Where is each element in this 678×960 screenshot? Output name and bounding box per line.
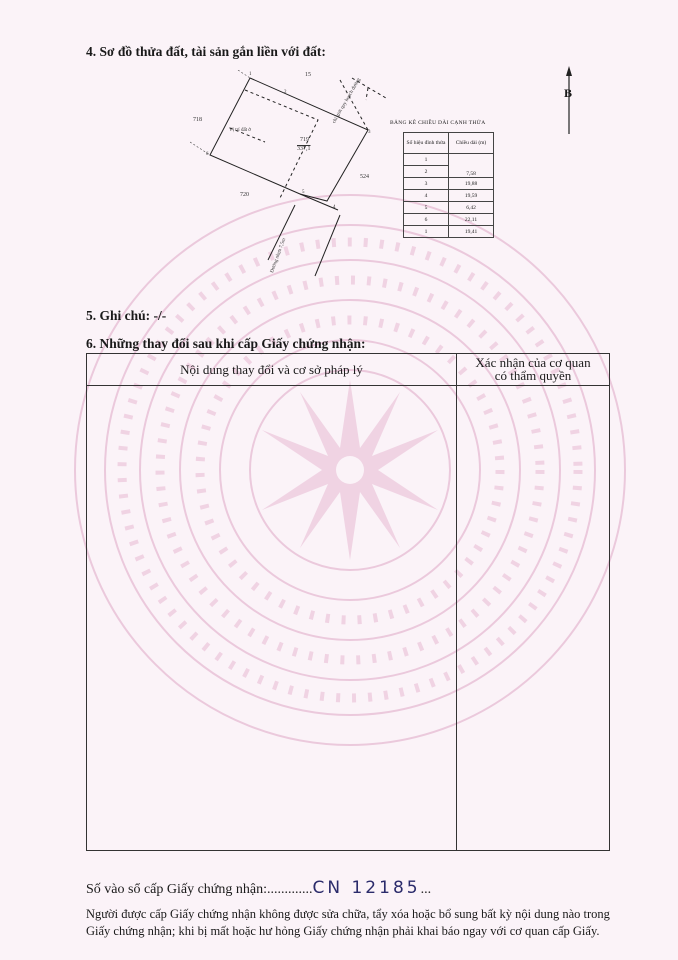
authority-header-line1: Xác nhận của cơ quan bbox=[475, 355, 591, 370]
table-cell-point: 1 bbox=[404, 154, 449, 166]
parcel-top-label: 15 bbox=[305, 72, 311, 78]
table-cell-point: 3 bbox=[404, 178, 449, 190]
vertex-1-label: 1 bbox=[249, 72, 252, 77]
north-arrow-icon bbox=[558, 66, 580, 136]
changes-authority-header bbox=[457, 356, 609, 382]
table-cell-length: 7,58 bbox=[449, 154, 494, 178]
length-table-title: BẢNG KÊ CHIỀU DÀI CẠNH THỬA bbox=[390, 120, 486, 126]
north-label: B bbox=[564, 86, 573, 100]
table-cell-length: 19,59 bbox=[449, 190, 494, 202]
length-table-col1: Số hiệu đỉnh thửa bbox=[404, 133, 449, 154]
road-label: Đường nhựa 7,5m bbox=[270, 237, 288, 274]
registration-dots: ............. bbox=[267, 882, 313, 897]
section-5-title: 5. Ghi chú: -/- bbox=[86, 308, 167, 323]
section-6-title: 6. Những thay đổi sau khi cấp Giấy chứng nhận: bbox=[86, 336, 366, 351]
residential-zone-label: Vị trí đất ở bbox=[229, 128, 251, 133]
parcel-720-label: 720 bbox=[240, 192, 249, 198]
certificate-note: Người được cấp Giấy chứng nhận không được sửa chữa, tẩy xóa hoặc bổ sung bất kỳ nội dung nào trong Giấy chứng nhận; khi bị mất hoặc hư hỏng Giấy chứng nhận phải khai báo ngay với cơ quan cấp Giấy. bbox=[86, 907, 610, 938]
vertex-3-label: 3 bbox=[368, 130, 371, 135]
section-4-title: 4. Sơ đồ thửa đất, tài sản gắn liền với đất: bbox=[86, 44, 326, 59]
table-cell-point: 4 bbox=[404, 190, 449, 202]
vertex-6-label: 6 bbox=[206, 152, 209, 157]
changes-content-header: Nội dung thay đổi và cơ sở pháp lý bbox=[180, 362, 363, 377]
registration-label: Số vào sổ cấp Giấy chứng nhận: bbox=[86, 882, 267, 897]
changes-table-header bbox=[87, 354, 609, 386]
vertex-4-label: 4 bbox=[333, 205, 336, 210]
parcel-719-label: 719 bbox=[300, 137, 309, 143]
registration-number: CN 12185 bbox=[312, 878, 421, 898]
table-cell-point: 5 bbox=[404, 202, 449, 214]
parcel-area-label: 337,1 bbox=[297, 146, 311, 152]
table-cell-point: 6 bbox=[404, 214, 449, 226]
length-table-col2: Chiều dài (m) bbox=[449, 133, 494, 154]
changes-table bbox=[86, 353, 610, 851]
table-cell-length: 6,42 bbox=[449, 202, 494, 214]
table-cell-length: 22,11 bbox=[449, 214, 494, 226]
vertex-2-label: 2 bbox=[284, 90, 287, 95]
table-cell-length: 19,41 bbox=[449, 226, 494, 238]
changes-content-column bbox=[87, 354, 457, 850]
parcel-524-label: 524 bbox=[360, 174, 369, 180]
table-cell-point: 2 bbox=[404, 166, 449, 178]
table-cell-point: 1 bbox=[404, 226, 449, 238]
parcel-718-label: 718 bbox=[193, 117, 202, 123]
registration-line bbox=[86, 878, 431, 898]
authority-header-line2: có thẩm quyền bbox=[494, 368, 572, 383]
table-cell-length: 19,88 bbox=[449, 178, 494, 190]
vertex-5-label: 5 bbox=[302, 190, 305, 195]
registration-dots-after: ... bbox=[420, 882, 432, 897]
planning-line-label: chỉ giới quy hoạch đường bbox=[332, 77, 362, 125]
length-table bbox=[403, 132, 494, 238]
